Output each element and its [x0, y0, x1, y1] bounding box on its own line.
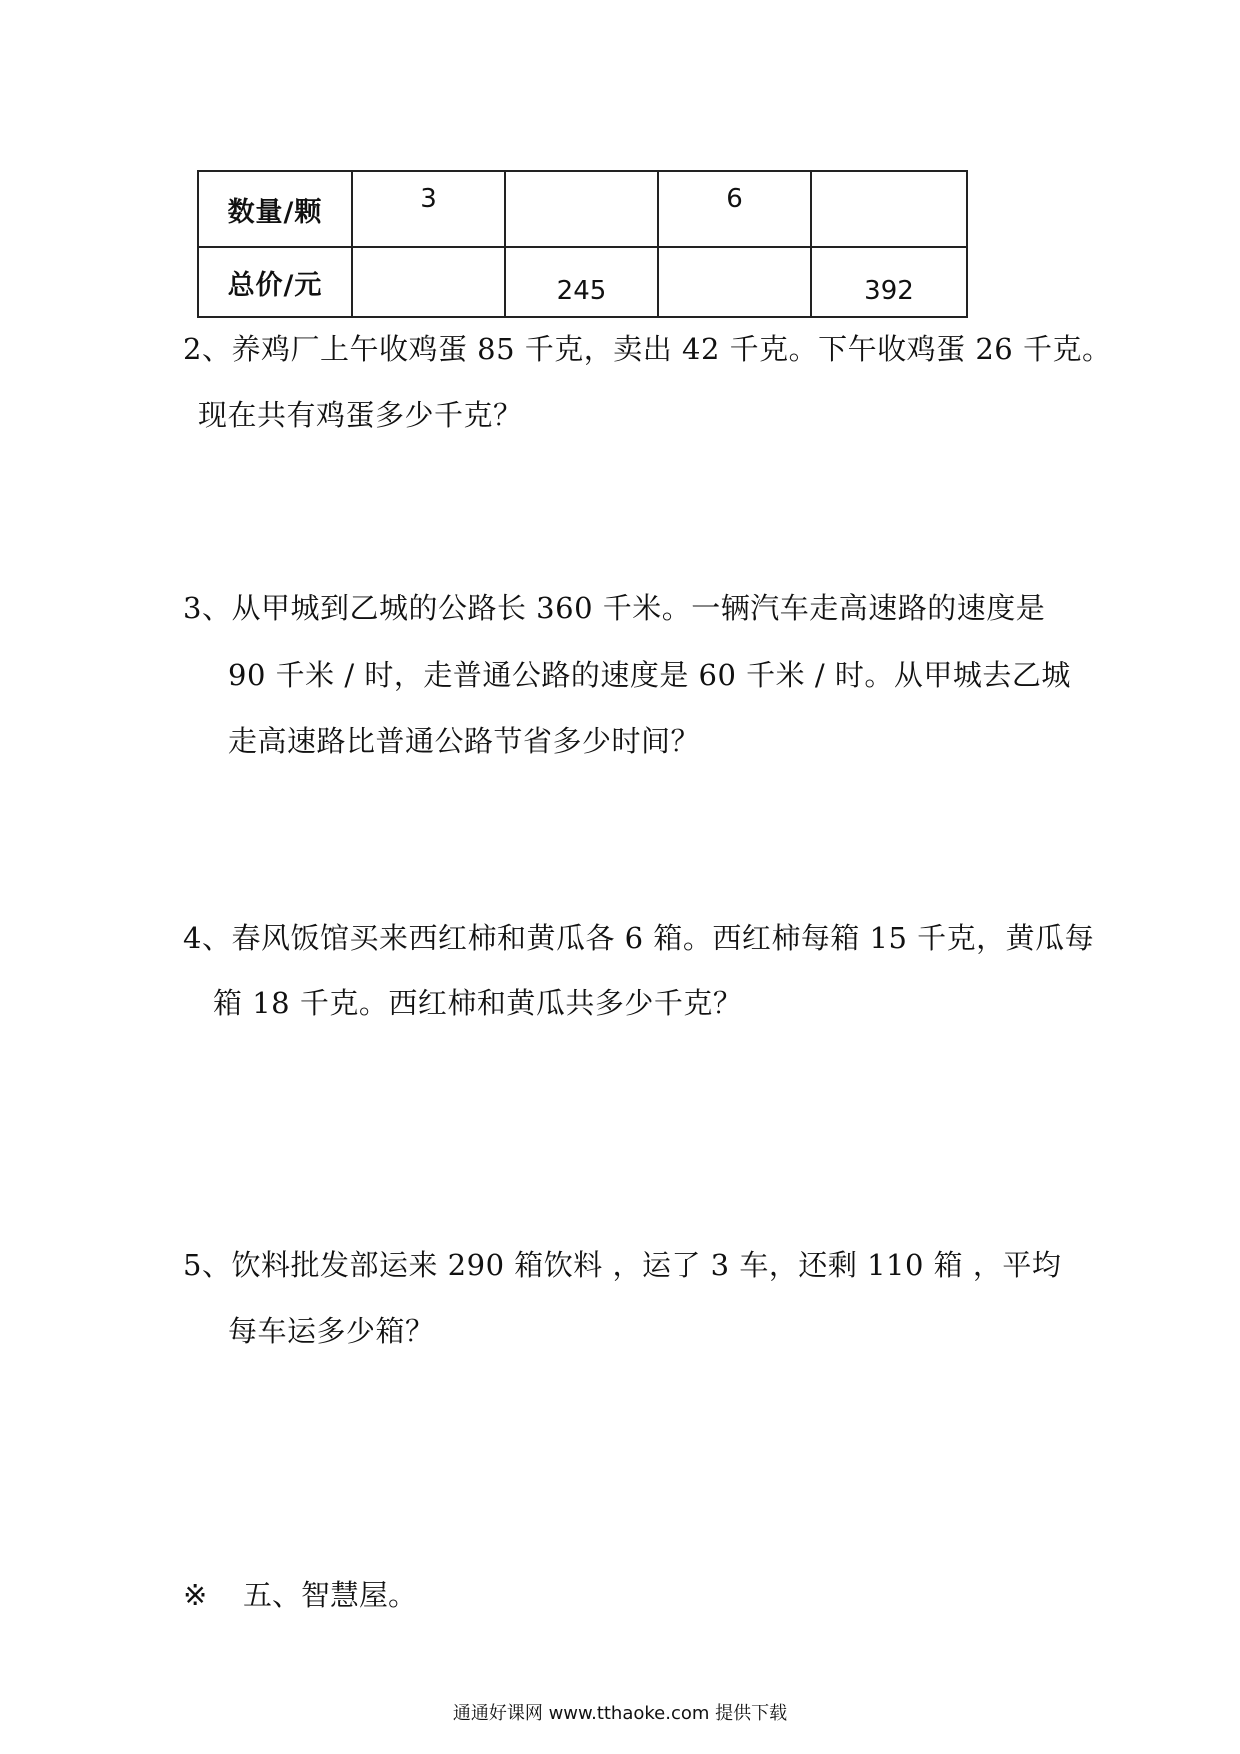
- table-header-quantity: 数量/颗: [198, 171, 352, 247]
- problem-4-line-1: 4、春风饭馆买来西红柿和黄瓜各 6 箱。西红柿每箱 15 千克，黄瓜每: [183, 921, 1095, 955]
- table-cell: 6: [658, 171, 811, 247]
- table-cell: 3: [352, 171, 505, 247]
- problem-4-line-2: 箱 18 千克。西红柿和黄瓜共多少千克？: [213, 986, 743, 1020]
- problem-3-line-3: 走高速路比普通公路节省多少时间？: [228, 724, 701, 758]
- table-cell: [811, 171, 967, 247]
- table-cell: [352, 247, 505, 317]
- problem-5-line-2: 每车运多少箱？: [228, 1314, 435, 1348]
- table-row-total: [198, 247, 967, 317]
- section-heading: [183, 1577, 417, 1613]
- problem-3-line-2: 90 千米 / 时，走普通公路的速度是 60 千米 / 时。从甲城去乙城: [228, 658, 1071, 692]
- table-cell: [505, 171, 658, 247]
- table-header-total: 总价/元: [198, 247, 352, 317]
- table-cell: [658, 247, 811, 317]
- problem-2-line-1: 2、养鸡厂上午收鸡蛋 85 千克，卖出 42 千克。下午收鸡蛋 26 千克。: [183, 332, 1112, 366]
- problem-5-line-1: 5、饮料批发部运来 290 箱饮料 ，运了 3 车，还剩 110 箱 ，平均: [183, 1248, 1062, 1282]
- footer-text: 通通好课网 www.tthaoke.com 提供下载: [452, 1703, 788, 1724]
- table-cell: 392: [811, 247, 967, 317]
- reference-mark: ※: [183, 1578, 208, 1612]
- problem-3-line-1: 3、从甲城到乙城的公路长 360 千米。一辆汽车走高速路的速度是: [183, 591, 1046, 625]
- table-row-quantity: [198, 171, 967, 247]
- section-title: 五、智慧屋。: [243, 1578, 418, 1612]
- problem-2-line-2: 现在共有鸡蛋多少千克？: [198, 398, 523, 432]
- price-table: [197, 170, 968, 318]
- table-cell: 245: [505, 247, 658, 317]
